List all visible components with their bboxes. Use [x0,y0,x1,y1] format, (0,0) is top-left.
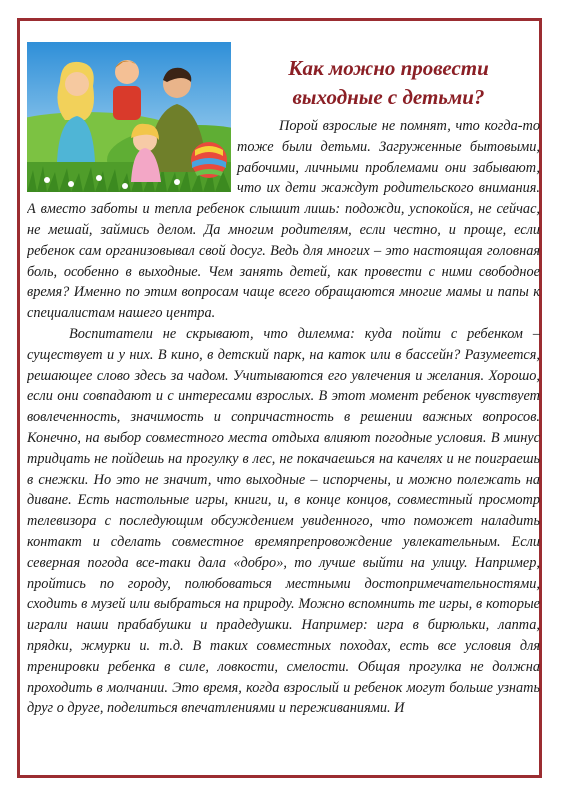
title-line-1: Как можно провести [288,56,489,80]
family-picnic-illustration [27,42,231,192]
article [27,42,540,774]
paragraph-2: Воспитатели не скрывают, что дилемма: куда пойти с ребенком – существует и у них. В кино, в детский парк, на каток или в бассейн? Разумеется, решающее слово здесь за чадом. Учитываются его увлечения и желания. Хорошо, если они совпадают и с интересами взрослых. В этот момент ребенок чувствует вовлеченность, значимость и сопричастность в решении важных вопросов. Конечно, на выбор совместного места отдыха влияют погодные условия. В минус тридцать не пойдешь на прогулку в лес, не покачаешься на качелях и не поиграешь в снежки. Но это не значит, что выходные – испорчены, и можно полежать на диване. Есть настольные игры, книги, и, в конце концов, совместный просмотр телевизора с последующим обсуждением увиденного, что поможет наладить контакт и сделать совместное времяпрепровождение увлекательным. Если северная погода все-таки дала «добро», то лучше выйти на улицу. Например, пройтись по городу, полюбоваться местными достопримечательностями, сходить в музей или выбраться на природу. Можно вспомнить те игры, в которые играли наши прабабушки и прадедушки. Например: игра в бирюльки, лапта, прядки, жмурки и. т.д. В таких совместных походах, есть все условия для тренировки ребенка в силе, ловкости, смелости. Общая прогулка не должна проходить в молчании. Это время, когда взрослый и ребенок могут больше узнать друг о друге, поделиться впечатлениями и переживаниями. И [27,325,540,717]
title-line-2: выходные с детьми? [292,85,485,109]
paragraph-1: Порой взрослые не помнят, что когда-то тоже были детьми. Загруженные бытовыми, рабочими, личными проблемами они забывают, что их дети жаждут родительского внимания. А вместо заботы и тепла ребенок слышит лишь: подожди, успокойся, не сейчас, не мешай, займись делом. Да многим родителям, если честно, и проще, если ребенок сам организовывал свой досуг. Ведь для многих – это настоящая головная боль, особенно в выходные. Чем занять детей, как провести с ними свободное время? Именно по этим вопросам чаще всего обращаются многие мамы и папы к специалистам нашего центра. [27,118,540,322]
